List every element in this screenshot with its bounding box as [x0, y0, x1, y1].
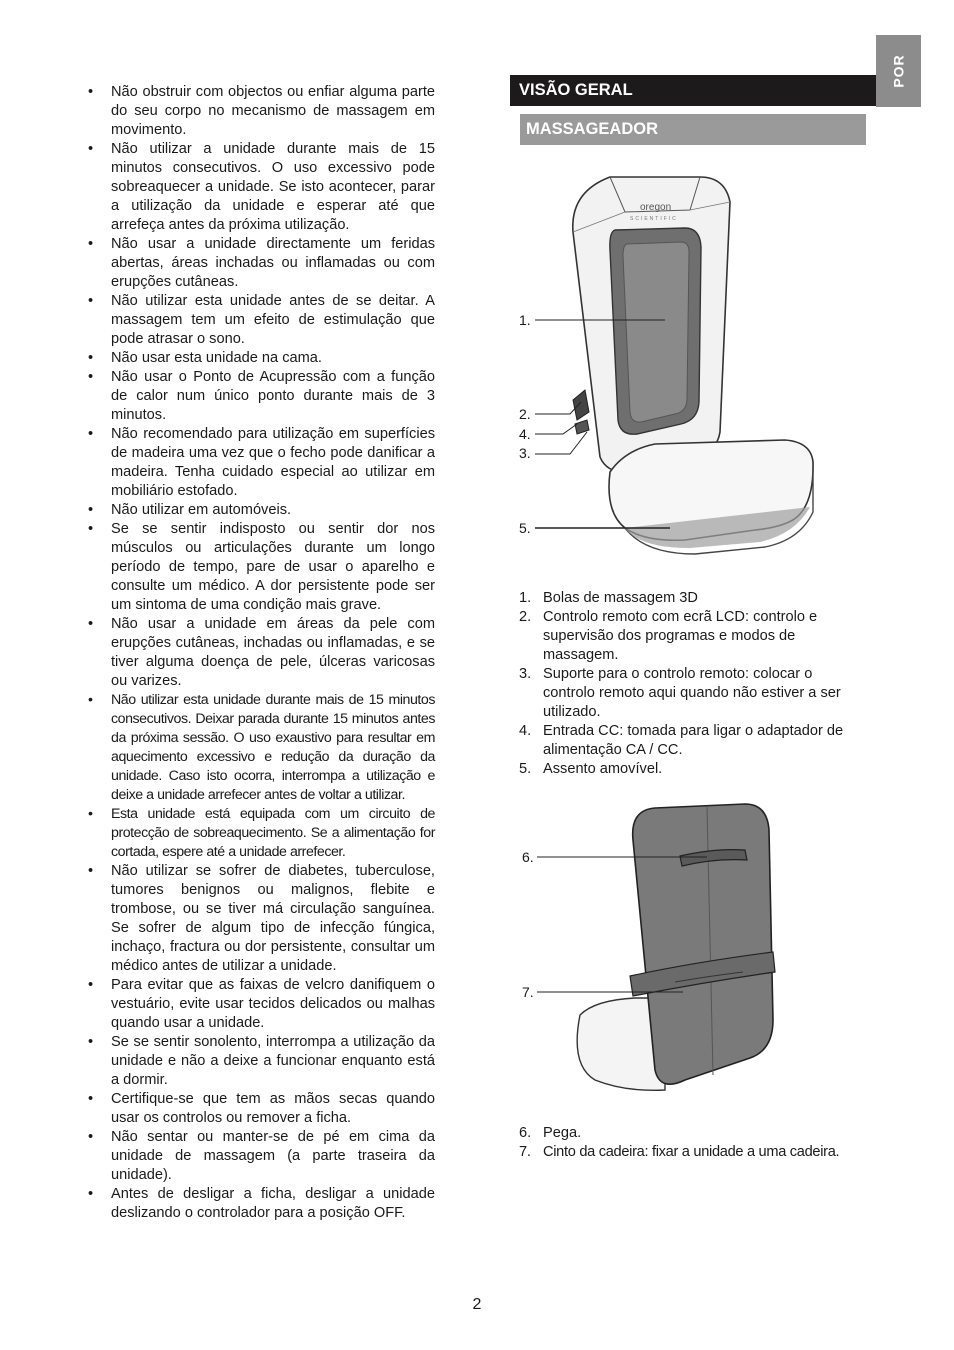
callout-7: 7.: [522, 984, 534, 1000]
list-item: • Não usar a unidade em áreas da pele com erupções cutâneas, inchadas ou inflamadas, e se tiver alguma doença de pele, úlceras varicosas ou varizes.: [85, 615, 435, 691]
safety-instructions: [85, 83, 435, 1223]
list-item: 3. Suporte para o controlo remoto: colocar o controlo remoto aqui quando não estiver a ser utilizado.: [519, 666, 841, 720]
callout-1: 1.: [519, 312, 531, 328]
safety-list: [85, 83, 435, 1223]
list-item: • Antes de desligar a ficha, desligar a unidade deslizando o controlador para a posição OFF.: [85, 1185, 435, 1223]
list-item: • Não recomendado para utilização em superfícies de madeira uma vez que o fecho pode danificar a madeira. Tenha cuidado especial ao utilizar em mobiliário estofado.: [85, 425, 435, 501]
list-item: • Se se sentir indisposto ou sentir dor nos músculos ou articulações durante um longo período de tempo, pare de usar o aparelho e consulte um médico. A dor persistente pode ser um sintoma de uma condição mais grave.: [85, 520, 435, 615]
section-title: [510, 75, 876, 106]
list-item: • Não utilizar a unidade durante mais de 15 minutos consecutivos. O uso excessivo pode sobreaquecer a unidade. Se isto acontecer, parar a utilização da unidade e esperar até que arrefeça antes da próxima utilização.: [85, 140, 435, 235]
list-item: • Para evitar que as faixas de velcro danifiquem o vestuário, evite usar tecidos delicados ou malhas quando usar a unidade.: [85, 976, 435, 1033]
list-item: 6. Pega.: [519, 1125, 582, 1141]
list-item: • Não obstruir com objectos ou enfiar alguma parte do seu corpo no mecanismo de massagem em movimento.: [85, 83, 435, 140]
list-item: • Não utilizar esta unidade durante mais de 15 minutos consecutivos. Deixar parada durante 15 minutos antes da próxima sessão. O uso exaustivo para resultar em aquecimento excessivo e redução da duração da unidade. Caso isto ocorra, interrompa a utilização e deixe a unidade arrefecer antes de voltar a utilizar.: [85, 691, 435, 805]
page-number: 2: [472, 1296, 482, 1313]
list-item: • Não utilizar se sofrer de diabetes, tuberculose, tumores benignos ou malignos, flebite e trombose, ou se tiver má circulação sanguínea. Se sofrer de algum tipo de infecção fúngica, inchaço, fractura ou dor persistente, consultar um médico antes de utilizar a unidade.: [85, 862, 435, 976]
callout-3: 3.: [519, 445, 531, 461]
callout-5: 5.: [519, 520, 531, 536]
brand-logo: oregon: [640, 202, 672, 213]
callout-6: 6.: [522, 849, 534, 865]
list-item: • Esta unidade está equipada com um circuito de protecção de sobreaquecimento. Se a alimentação for cortada, espere até a unidade arrefecer.: [85, 805, 435, 862]
list-item: 4. Entrada CC: tomada para ligar o adaptador de alimentação CA / CC.: [519, 723, 844, 758]
list-item: • Não usar a unidade directamente um feridas abertas, áreas inchadas ou inflamadas ou com erupções cutâneas.: [85, 235, 435, 292]
language-tab-label: POR: [890, 54, 907, 88]
list-item: • Não usar esta unidade na cama.: [85, 349, 435, 368]
massager-rear-illustration: [515, 800, 865, 1105]
parts-list-2: [519, 1124, 879, 1162]
parts-list-1: [519, 589, 859, 779]
subsection-title: [520, 114, 866, 145]
subsection-title-text: MASSAGEADOR: [526, 120, 659, 138]
callout-2: 2.: [519, 406, 531, 422]
list-item: 7. Cinto da cadeira: fixar a unidade a uma cadeira.: [519, 1144, 840, 1160]
section-title-text: VISÃO GERAL: [519, 81, 633, 99]
list-item: • Certifique-se que tem as mãos secas quando usar os controlos ou remover a ficha.: [85, 1090, 435, 1128]
list-item: • Não utilizar esta unidade antes de se deitar. A massagem tem um efeito de estimulação que pode atrasar o sono.: [85, 292, 435, 349]
list-item: • Não utilizar em automóveis.: [85, 501, 435, 520]
massager-front-illustration: [515, 172, 820, 567]
list-item: 5. Assento amovível.: [519, 761, 663, 777]
brand-logo-sub: SCIENTIFIC: [630, 216, 678, 222]
list-item: 1. Bolas de massagem 3D: [519, 590, 698, 606]
list-item: 2. Controlo remoto com ecrã LCD: controlo e supervisão dos programas e modos de massagem.: [519, 609, 818, 663]
list-item: • Se se sentir sonolento, interrompa a utilização da unidade e não a deixe a funcionar enquanto está a dormir.: [85, 1033, 435, 1090]
callout-4: 4.: [519, 426, 531, 442]
list-item: • Não usar o Ponto de Acupressão com a função de calor num único ponto durante mais de 3 minutos.: [85, 368, 435, 425]
language-tab: [876, 35, 921, 107]
list-item: • Não sentar ou manter-se de pé em cima da unidade de massagem (a parte traseira da unidade).: [85, 1128, 435, 1185]
